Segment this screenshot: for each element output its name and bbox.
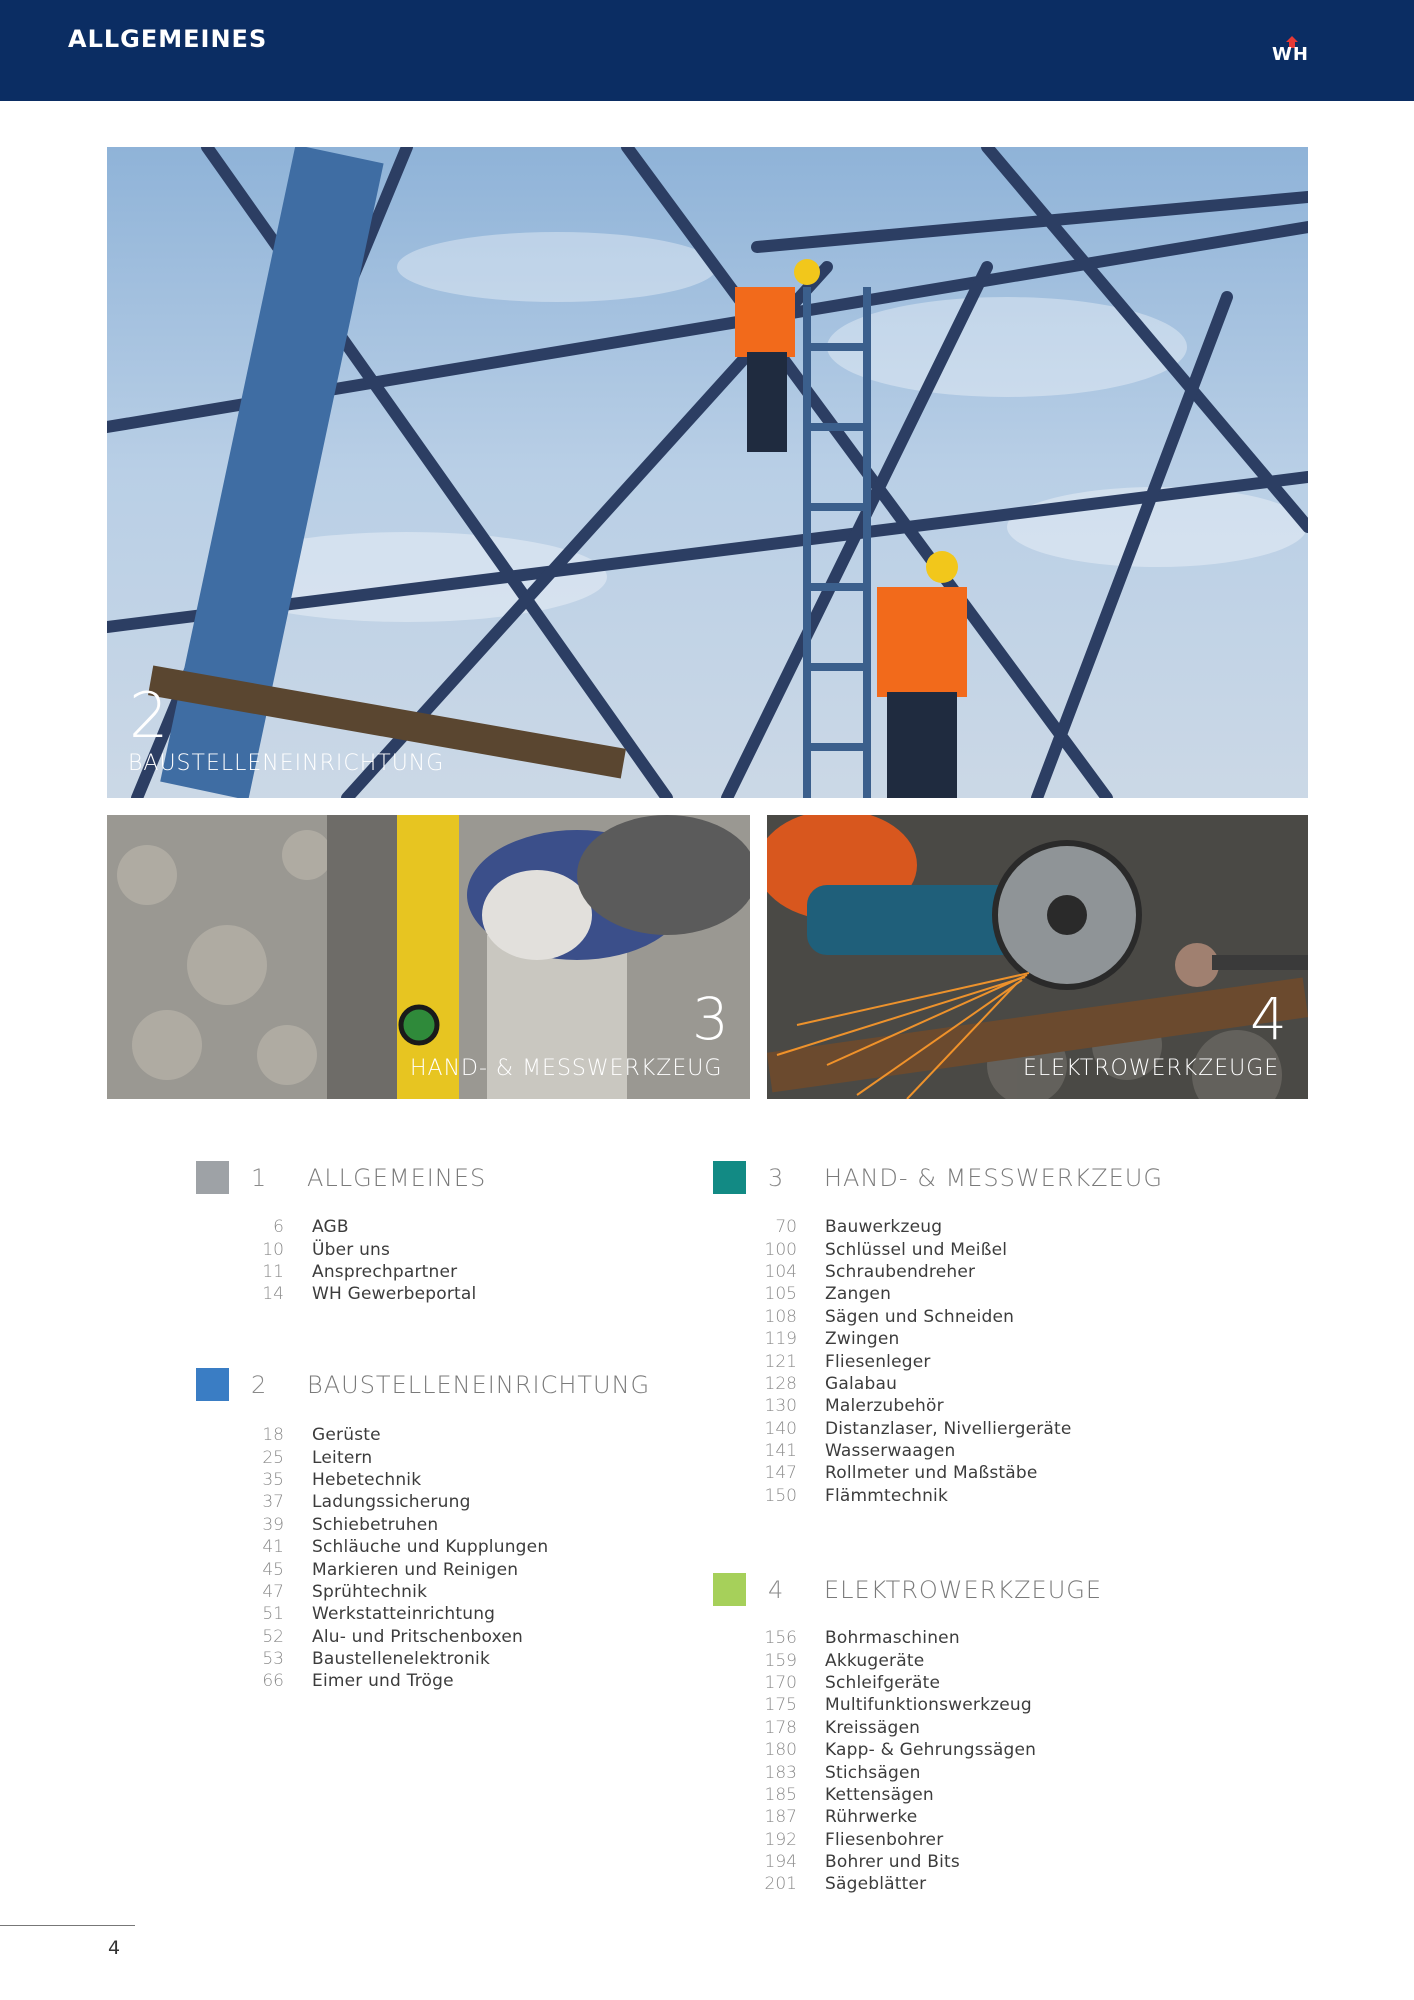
toc-entry-label: Fliesenbohrer <box>825 1829 944 1850</box>
toc-page-number: 150 <box>764 1485 797 1506</box>
toc-section-baustelleneinrichtung <box>196 1368 650 1401</box>
hero-photo-scaffolding <box>107 147 1308 798</box>
toc-entry-label: Ladungssicherung <box>312 1492 471 1513</box>
section-number: 4 <box>768 1575 784 1604</box>
toc-page-number: 159 <box>764 1650 797 1671</box>
toc-entry[interactable] <box>240 1558 548 1580</box>
section-title: ALLGEMEINES <box>307 1163 487 1192</box>
toc-entry[interactable] <box>753 1784 1036 1806</box>
toc-section-allgemeines <box>196 1161 486 1194</box>
toc-entry[interactable] <box>753 1462 1072 1484</box>
toc-entry[interactable] <box>753 1261 1072 1283</box>
hand-tools-number: 3 <box>692 985 729 1053</box>
toc-entry-label: Kapp- & Gehrungssägen <box>825 1740 1037 1761</box>
toc-entry-label: Fliesenleger <box>825 1351 931 1372</box>
toc-page-number: 108 <box>764 1306 797 1327</box>
toc-page-number: 37 <box>262 1492 284 1513</box>
toc-entry[interactable] <box>753 1649 1036 1671</box>
toc-page-number: 183 <box>764 1762 797 1783</box>
toc-page-number: 119 <box>764 1329 797 1350</box>
toc-entry[interactable] <box>753 1283 1072 1305</box>
toc-page-number: 140 <box>764 1418 797 1439</box>
toc-entry[interactable] <box>753 1350 1072 1372</box>
toc-entry-label: Galabau <box>825 1373 898 1394</box>
toc-entry-label: Wasserwaagen <box>825 1441 956 1462</box>
toc-entry-label: Schleifgeräte <box>825 1672 941 1693</box>
toc-entry-label: Alu- und Pritschenboxen <box>312 1626 523 1647</box>
toc-entry[interactable] <box>240 1446 548 1468</box>
toc-entry-label: Malerzubehör <box>825 1396 944 1417</box>
toc-page-number: 53 <box>262 1649 284 1670</box>
toc-entry-label: Über uns <box>312 1239 391 1260</box>
toc-entry-label: Ansprechpartner <box>312 1261 458 1282</box>
toc-entry-label: Bauwerkzeug <box>825 1217 943 1238</box>
toc-entry[interactable] <box>240 1648 548 1670</box>
toc-entry[interactable] <box>753 1485 1072 1507</box>
toc-page-number: 39 <box>262 1514 284 1535</box>
toc-entry[interactable] <box>753 1806 1036 1828</box>
toc-entry-label: Sägen und Schneiden <box>825 1306 1015 1327</box>
toc-entry-label: Gerüste <box>312 1425 381 1446</box>
toc-entry[interactable] <box>240 1261 476 1283</box>
hero-number: 2 <box>129 679 169 752</box>
toc-page-number: 47 <box>262 1581 284 1602</box>
toc-entry[interactable] <box>240 1216 476 1238</box>
toc-page-number: 180 <box>764 1740 797 1761</box>
toc-entry[interactable] <box>753 1306 1072 1328</box>
scaffolding-image <box>107 147 1308 798</box>
toc-entry-label: Flämmtechnik <box>825 1485 949 1506</box>
toc-page-number: 121 <box>764 1351 797 1372</box>
toc-entry[interactable] <box>753 1739 1036 1761</box>
section-number: 1 <box>251 1163 267 1192</box>
section-color-square <box>713 1573 746 1606</box>
section-title: ELEKTROWERKZEUGE <box>824 1575 1103 1604</box>
hand-tools-label: HAND- & MESSWERKZEUG <box>410 1056 723 1081</box>
toc-list-hand-messwerkzeug <box>753 1216 1072 1507</box>
toc-page-number: 185 <box>764 1784 797 1805</box>
toc-page-number: 6 <box>273 1217 284 1238</box>
toc-entry-label: Distanzlaser, Nivelliergeräte <box>825 1418 1072 1439</box>
toc-entry-label: Bohrer und Bits <box>825 1852 960 1873</box>
toc-entry[interactable] <box>240 1238 476 1260</box>
toc-page-number: 128 <box>764 1373 797 1394</box>
section-number: 3 <box>768 1163 784 1192</box>
toc-entry[interactable] <box>753 1238 1072 1260</box>
toc-entry-label: Rührwerke <box>825 1807 918 1828</box>
toc-entry[interactable] <box>753 1395 1072 1417</box>
toc-entry[interactable] <box>240 1581 548 1603</box>
toc-page-number: 192 <box>764 1829 797 1850</box>
toc-page-number: 41 <box>262 1537 284 1558</box>
toc-page-number: 187 <box>764 1807 797 1828</box>
toc-entry[interactable] <box>753 1627 1036 1649</box>
toc-entry-label: Schraubendreher <box>825 1261 976 1282</box>
toc-entry-label: Sprühtechnik <box>312 1581 428 1602</box>
section-color-square <box>196 1368 229 1401</box>
toc-entry[interactable] <box>240 1670 548 1692</box>
toc-entry-label: Stichsägen <box>825 1762 921 1783</box>
footer-divider <box>0 1925 135 1926</box>
photo-power-tools <box>767 815 1308 1099</box>
toc-list-baustelleneinrichtung <box>240 1424 548 1693</box>
wh-logo <box>1272 36 1320 66</box>
toc-entry-label: Schlüssel und Meißel <box>825 1239 1008 1260</box>
toc-list-elektrowerkzeuge <box>753 1627 1036 1896</box>
toc-entry[interactable] <box>240 1424 548 1446</box>
toc-page-number: 70 <box>775 1217 797 1238</box>
toc-page-number: 35 <box>262 1469 284 1490</box>
toc-entry-label: Sägeblätter <box>825 1874 927 1895</box>
toc-page-number: 66 <box>262 1671 284 1692</box>
logo-text: WH <box>1272 44 1309 65</box>
toc-entry-label: Leitern <box>312 1447 373 1468</box>
toc-page-number: 175 <box>764 1695 797 1716</box>
toc-entry-label: Multifunktionswerkzeug <box>825 1695 1032 1716</box>
toc-entry-label: Hebetechnik <box>312 1469 422 1490</box>
section-title: BAUSTELLENEINRICHTUNG <box>307 1370 651 1399</box>
toc-page-number: 178 <box>764 1717 797 1738</box>
toc-entry[interactable] <box>753 1440 1072 1462</box>
toc-entry[interactable] <box>753 1216 1072 1238</box>
toc-entry[interactable] <box>753 1829 1036 1851</box>
toc-page-number: 100 <box>764 1239 797 1260</box>
photo-hand-tools <box>107 815 750 1099</box>
toc-entry[interactable] <box>240 1283 476 1305</box>
toc-section-elektrowerkzeuge <box>713 1573 1102 1606</box>
page-header <box>0 0 1414 101</box>
toc-section-hand-messwerkzeug <box>713 1161 1163 1194</box>
header-title: ALLGEMEINES <box>68 25 268 53</box>
toc-entry-label: Schläuche und Kupplungen <box>312 1537 549 1558</box>
toc-entry[interactable] <box>753 1851 1036 1873</box>
toc-entry-label: Kettensägen <box>825 1784 934 1805</box>
toc-page-number: 170 <box>764 1672 797 1693</box>
toc-entry[interactable] <box>240 1603 548 1625</box>
toc-page-number: 18 <box>262 1425 284 1446</box>
toc-page-number: 141 <box>764 1441 797 1462</box>
toc-entry[interactable] <box>240 1514 548 1536</box>
toc-page-number: 45 <box>262 1559 284 1580</box>
toc-entry-label: WH Gewerbeportal <box>312 1284 477 1305</box>
section-color-square <box>713 1161 746 1194</box>
toc-page-number: 11 <box>262 1261 284 1282</box>
hero-label: BAUSTELLENEINRICHTUNG <box>128 751 445 776</box>
toc-page-number: 14 <box>262 1284 284 1305</box>
power-tools-label: ELEKTROWERKZEUGE <box>1023 1056 1280 1081</box>
power-tools-number: 4 <box>1250 985 1287 1053</box>
toc-page-number: 25 <box>262 1447 284 1468</box>
toc-page-number: 104 <box>764 1261 797 1282</box>
toc-entry[interactable] <box>753 1873 1036 1895</box>
toc-entry-label: Schiebetruhen <box>312 1514 439 1535</box>
toc-entry-label: Eimer und Tröge <box>312 1671 454 1692</box>
section-title: HAND- & MESSWERKZEUG <box>824 1163 1163 1192</box>
toc-page-number: 201 <box>764 1874 797 1895</box>
toc-entry-label: Akkugeräte <box>825 1650 925 1671</box>
toc-page-number: 194 <box>764 1852 797 1873</box>
toc-page-number: 105 <box>764 1284 797 1305</box>
toc-page-number: 147 <box>764 1463 797 1484</box>
toc-page-number: 10 <box>262 1239 284 1260</box>
toc-entry-label: Bohrmaschinen <box>825 1628 960 1649</box>
toc-entry-label: Kreissägen <box>825 1717 921 1738</box>
toc-list-allgemeines <box>240 1216 476 1306</box>
toc-entry[interactable] <box>753 1761 1036 1783</box>
toc-entry-label: Werkstatteinrichtung <box>312 1604 496 1625</box>
toc-page-number: 51 <box>262 1604 284 1625</box>
toc-entry[interactable] <box>753 1717 1036 1739</box>
toc-entry-label: AGB <box>312 1217 349 1238</box>
toc-entry[interactable] <box>753 1328 1072 1350</box>
section-color-square <box>196 1161 229 1194</box>
toc-entry[interactable] <box>240 1469 548 1491</box>
toc-entry-label: Zwingen <box>825 1329 900 1350</box>
page-number: 4 <box>108 1937 121 1959</box>
section-number: 2 <box>251 1370 267 1399</box>
toc-entry[interactable] <box>753 1694 1036 1716</box>
toc-entry-label: Baustellenelektronik <box>312 1649 491 1670</box>
toc-entry-label: Rollmeter und Maßstäbe <box>825 1463 1038 1484</box>
toc-entry[interactable] <box>240 1626 548 1648</box>
toc-entry-label: Markieren und Reinigen <box>312 1559 519 1580</box>
toc-entry[interactable] <box>753 1672 1036 1694</box>
toc-entry[interactable] <box>240 1491 548 1513</box>
toc-entry[interactable] <box>753 1418 1072 1440</box>
toc-page-number: 130 <box>764 1396 797 1417</box>
toc-entry-label: Zangen <box>825 1284 892 1305</box>
toc-entry[interactable] <box>240 1536 548 1558</box>
toc-page-number: 156 <box>764 1628 797 1649</box>
toc-entry[interactable] <box>753 1373 1072 1395</box>
toc-page-number: 52 <box>262 1626 284 1647</box>
